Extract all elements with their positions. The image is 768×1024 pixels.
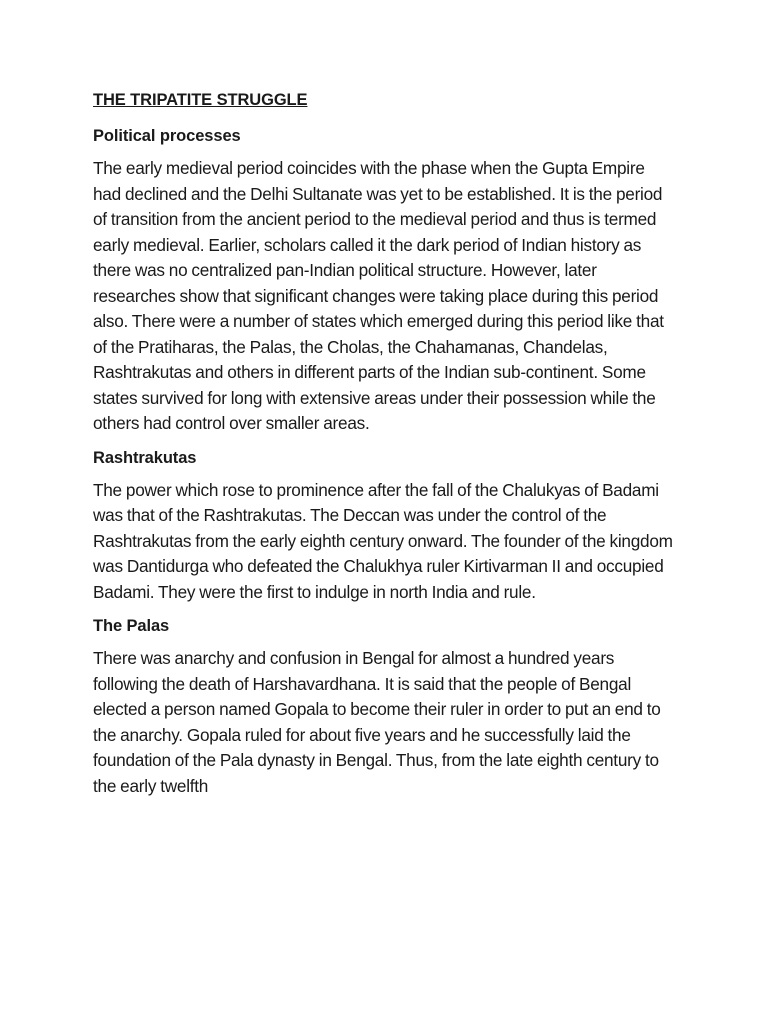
section-paragraph: The power which rose to prominence after the fall of the Chalukyas of Badami was that of the Rashtrakutas. The Deccan was under the control of the Rashtrakutas from the early eighth century onward. The founder of the kingdom was Dantidurga who defeated the Chalukhya ruler Kirtivarman II and occupied Badami. They were the first to indulge in north India and rule.: [93, 479, 673, 602]
section-the-palas: [93, 614, 673, 799]
section-political-processes: [93, 124, 673, 437]
section-heading: Rashtrakutas: [93, 448, 197, 467]
section-heading: The Palas: [93, 617, 170, 635]
section-paragraph: The early medieval period coincides with the phase when the Gupta Empire had declined and the Delhi Sultanate was yet to be established. It is the period of transition from the ancient period to the medieval period and thus is termed early medieval. Earlier, scholars called it the dark period of Indian history as there was no centralized pan-Indian political structure. However, later researches show that significant changes were taking place during this period also. There were a number of states which emerged during this period like that of the Pratiharas, the Palas, the Cholas, the Chahamanas, Chandelas, Rashtrakutas and others in different parts of the Indian sub-continent. Some states survived for long with extensive areas under their possession while the others had control over smaller areas.: [93, 158, 664, 433]
document-body: [93, 88, 673, 808]
section-rashtrakutas: [93, 446, 673, 606]
section-heading: Political processes: [93, 127, 241, 145]
section-paragraph: There was anarchy and confusion in Bengal for almost a hundred years following the death of Harshavardhana. It is said that the people of Bengal elected a person named Gopala to become their ruler in order to put an end to the anarchy. Gopala ruled for about five years and he successfully laid the foundation of the Pala dynasty in Bengal. Thus, from the late eighth century to the early twelfth: [93, 648, 661, 796]
document-title: THE TRIPATITE STRUGGLE: [93, 91, 308, 109]
